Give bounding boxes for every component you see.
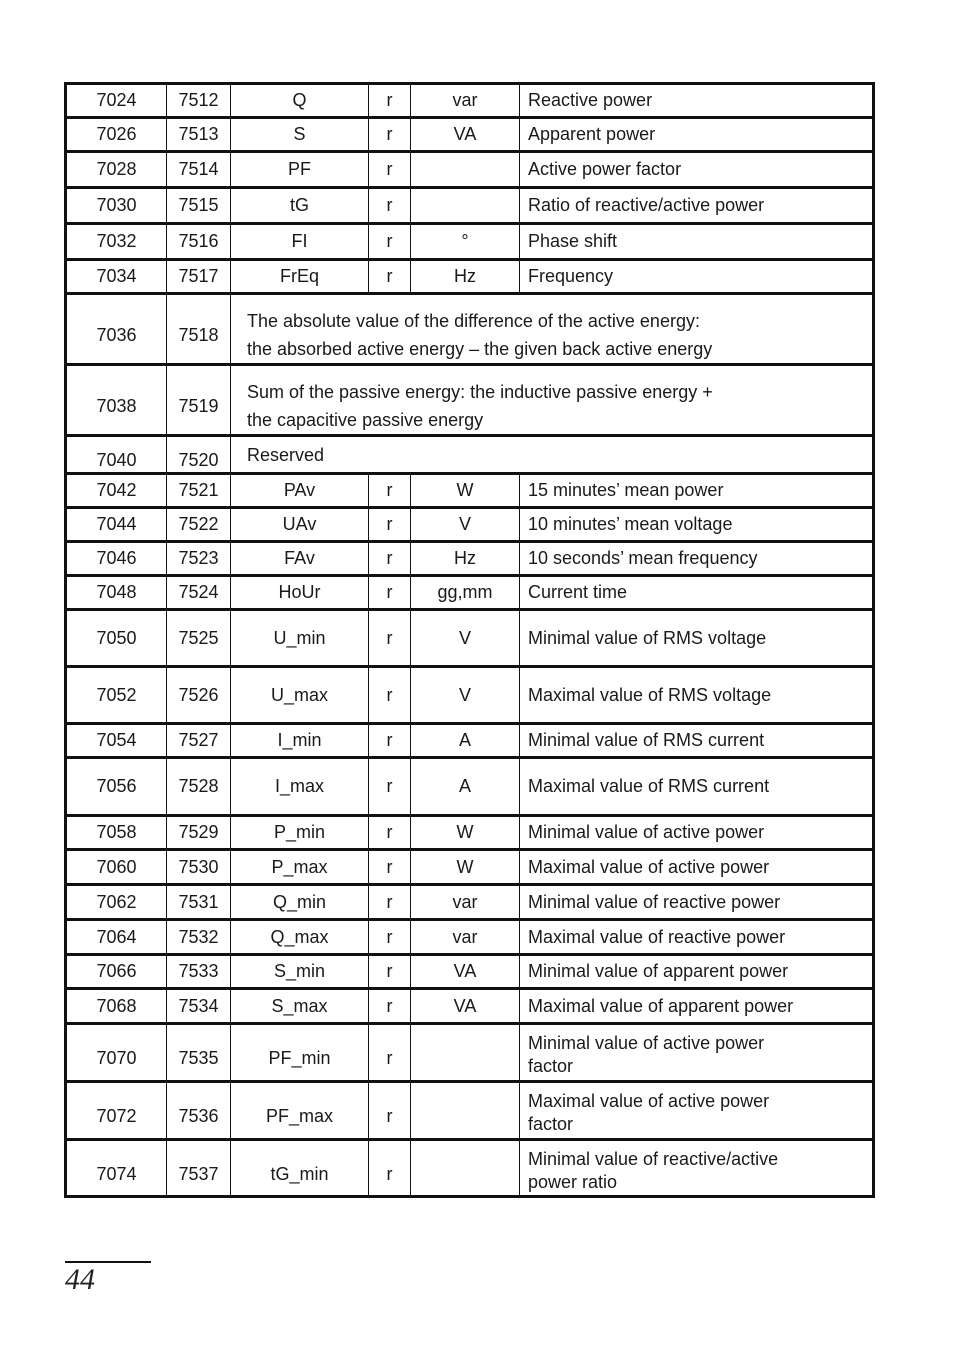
access-cell: r bbox=[369, 576, 411, 610]
address-decimal-cell: 7056 bbox=[66, 758, 167, 816]
address-decimal-cell: 7044 bbox=[66, 508, 167, 542]
access-cell: r bbox=[369, 260, 411, 294]
address-decimal-cell: 7050 bbox=[66, 610, 167, 667]
table-row bbox=[66, 576, 874, 610]
address-alt-cell: 7529 bbox=[167, 816, 231, 850]
merged-description-cell bbox=[231, 294, 874, 365]
address-alt-cell: 7532 bbox=[167, 920, 231, 955]
symbol-cell: I_max bbox=[231, 758, 369, 816]
symbol-cell: Q bbox=[231, 84, 369, 118]
symbol-cell: PAv bbox=[231, 474, 369, 508]
symbol-cell: P_min bbox=[231, 816, 369, 850]
access-cell: r bbox=[369, 610, 411, 667]
address-decimal-cell: 7068 bbox=[66, 989, 167, 1024]
description-cell: Reactive power bbox=[520, 84, 874, 118]
address-alt-cell: 7534 bbox=[167, 989, 231, 1024]
table-row bbox=[66, 610, 874, 667]
description-cell: Current time bbox=[520, 576, 874, 610]
access-cell: r bbox=[369, 224, 411, 260]
description-cell bbox=[520, 1024, 874, 1082]
unit-cell: Hz bbox=[411, 542, 520, 576]
access-cell: r bbox=[369, 989, 411, 1024]
unit-cell: A bbox=[411, 724, 520, 758]
description-cell: Minimal value of RMS current bbox=[520, 724, 874, 758]
unit-cell bbox=[411, 152, 520, 188]
description-cell: 10 seconds’ mean frequency bbox=[520, 542, 874, 576]
address-decimal-cell: 7032 bbox=[66, 224, 167, 260]
table-row bbox=[66, 84, 874, 118]
address-decimal-cell: 7054 bbox=[66, 724, 167, 758]
description-cell: Minimal value of RMS voltage bbox=[520, 610, 874, 667]
address-alt-cell: 7531 bbox=[167, 885, 231, 920]
access-cell: r bbox=[369, 1140, 411, 1197]
table-row bbox=[66, 1082, 874, 1140]
description-line: factor bbox=[528, 1056, 574, 1076]
unit-cell: W bbox=[411, 816, 520, 850]
description-cell: Active power factor bbox=[520, 152, 874, 188]
unit-cell bbox=[411, 1082, 520, 1140]
address-alt-cell: 7524 bbox=[167, 576, 231, 610]
address-decimal-cell: 7070 bbox=[66, 1024, 167, 1082]
symbol-cell: U_min bbox=[231, 610, 369, 667]
table-row bbox=[66, 188, 874, 224]
description-cell: Phase shift bbox=[520, 224, 874, 260]
symbol-cell: FI bbox=[231, 224, 369, 260]
address-alt-cell: 7518 bbox=[167, 294, 231, 365]
address-alt-cell: 7522 bbox=[167, 508, 231, 542]
table-row bbox=[66, 260, 874, 294]
access-cell: r bbox=[369, 1024, 411, 1082]
symbol-cell: FrEq bbox=[231, 260, 369, 294]
description-line: Maximal value of active power bbox=[528, 1091, 770, 1111]
address-alt-cell: 7516 bbox=[167, 224, 231, 260]
unit-cell bbox=[411, 1140, 520, 1197]
symbol-cell: FAv bbox=[231, 542, 369, 576]
page-number: 44 bbox=[65, 1263, 95, 1296]
table-row bbox=[66, 118, 874, 152]
access-cell: r bbox=[369, 920, 411, 955]
table-row bbox=[66, 758, 874, 816]
unit-cell: W bbox=[411, 850, 520, 885]
description-line: Sum of the passive energy: the inductive passive energy + bbox=[247, 382, 713, 402]
address-decimal-cell: 7058 bbox=[66, 816, 167, 850]
unit-cell bbox=[411, 1024, 520, 1082]
symbol-cell: Q_max bbox=[231, 920, 369, 955]
table-row bbox=[66, 1024, 874, 1082]
unit-cell: V bbox=[411, 667, 520, 724]
description-cell: 10 minutes’ mean voltage bbox=[520, 508, 874, 542]
description-line: Minimal value of reactive/active bbox=[528, 1148, 779, 1169]
unit-cell: V bbox=[411, 508, 520, 542]
access-cell: r bbox=[369, 152, 411, 188]
table-row bbox=[66, 365, 874, 436]
unit-cell bbox=[411, 188, 520, 224]
unit-cell: gg,mm bbox=[411, 576, 520, 610]
address-decimal-cell: 7072 bbox=[66, 1082, 167, 1140]
access-cell: r bbox=[369, 508, 411, 542]
address-decimal-cell: 7064 bbox=[66, 920, 167, 955]
address-decimal-cell: 7034 bbox=[66, 260, 167, 294]
symbol-cell: U_max bbox=[231, 667, 369, 724]
symbol-cell: UAv bbox=[231, 508, 369, 542]
table-row bbox=[66, 542, 874, 576]
access-cell: r bbox=[369, 850, 411, 885]
description-cell: Maximal value of active power bbox=[520, 850, 874, 885]
address-alt-cell: 7536 bbox=[167, 1082, 231, 1140]
address-alt-cell: 7514 bbox=[167, 152, 231, 188]
unit-cell: A bbox=[411, 758, 520, 816]
description-cell bbox=[520, 1082, 874, 1140]
unit-cell: V bbox=[411, 610, 520, 667]
address-alt-cell: 7519 bbox=[167, 365, 231, 436]
address-alt-cell: 7525 bbox=[167, 610, 231, 667]
address-alt-cell: 7527 bbox=[167, 724, 231, 758]
table-row bbox=[66, 436, 874, 474]
address-alt-cell: 7523 bbox=[167, 542, 231, 576]
access-cell: r bbox=[369, 84, 411, 118]
symbol-cell: Q_min bbox=[231, 885, 369, 920]
address-decimal-cell: 7030 bbox=[66, 188, 167, 224]
table-row bbox=[66, 724, 874, 758]
merged-description-cell bbox=[231, 365, 874, 436]
address-decimal-cell: 7040 bbox=[66, 436, 167, 474]
address-decimal-cell: 7028 bbox=[66, 152, 167, 188]
address-alt-cell: 7528 bbox=[167, 758, 231, 816]
description-cell: Frequency bbox=[520, 260, 874, 294]
address-alt-cell: 7526 bbox=[167, 667, 231, 724]
unit-cell: var bbox=[411, 84, 520, 118]
address-alt-cell: 7537 bbox=[167, 1140, 231, 1197]
register-table bbox=[64, 82, 875, 1198]
address-decimal-cell: 7036 bbox=[66, 294, 167, 365]
register-table-body bbox=[66, 84, 874, 1197]
access-cell: r bbox=[369, 542, 411, 576]
address-decimal-cell: 7026 bbox=[66, 118, 167, 152]
table-row bbox=[66, 920, 874, 955]
access-cell: r bbox=[369, 1082, 411, 1140]
description-line: Minimal value of active power bbox=[528, 1033, 765, 1053]
address-alt-cell: 7530 bbox=[167, 850, 231, 885]
address-decimal-cell: 7024 bbox=[66, 84, 167, 118]
description-cell: Apparent power bbox=[520, 118, 874, 152]
table-row bbox=[66, 1140, 874, 1197]
table-row bbox=[66, 989, 874, 1024]
address-decimal-cell: 7066 bbox=[66, 955, 167, 989]
unit-cell: VA bbox=[411, 118, 520, 152]
access-cell: r bbox=[369, 667, 411, 724]
symbol-cell: tG bbox=[231, 188, 369, 224]
description-cell: Maximal value of RMS current bbox=[520, 758, 874, 816]
address-decimal-cell: 7038 bbox=[66, 365, 167, 436]
access-cell: r bbox=[369, 816, 411, 850]
access-cell: r bbox=[369, 188, 411, 224]
table-row bbox=[66, 885, 874, 920]
symbol-cell: PF bbox=[231, 152, 369, 188]
address-alt-cell: 7520 bbox=[167, 436, 231, 474]
table-row bbox=[66, 955, 874, 989]
unit-cell: Hz bbox=[411, 260, 520, 294]
description-cell: Maximal value of RMS voltage bbox=[520, 667, 874, 724]
address-decimal-cell: 7060 bbox=[66, 850, 167, 885]
address-decimal-cell: 7052 bbox=[66, 667, 167, 724]
description-cell: Maximal value of apparent power bbox=[520, 989, 874, 1024]
unit-cell: var bbox=[411, 920, 520, 955]
description-cell bbox=[520, 1140, 874, 1197]
table-row bbox=[66, 850, 874, 885]
table-row bbox=[66, 152, 874, 188]
description-line: factor bbox=[528, 1114, 574, 1134]
description-cell: 15 minutes’ mean power bbox=[520, 474, 874, 508]
table-row bbox=[66, 508, 874, 542]
address-alt-cell: 7512 bbox=[167, 84, 231, 118]
unit-cell: ° bbox=[411, 224, 520, 260]
access-cell: r bbox=[369, 474, 411, 508]
unit-cell: W bbox=[411, 474, 520, 508]
description-cell: Ratio of reactive/active power bbox=[520, 188, 874, 224]
address-alt-cell: 7515 bbox=[167, 188, 231, 224]
symbol-cell: PF_min bbox=[231, 1024, 369, 1082]
access-cell: r bbox=[369, 118, 411, 152]
access-cell: r bbox=[369, 955, 411, 989]
address-decimal-cell: 7042 bbox=[66, 474, 167, 508]
address-alt-cell: 7533 bbox=[167, 955, 231, 989]
address-alt-cell: 7517 bbox=[167, 260, 231, 294]
address-decimal-cell: 7048 bbox=[66, 576, 167, 610]
symbol-cell: S_max bbox=[231, 989, 369, 1024]
symbol-cell: tG_min bbox=[231, 1140, 369, 1197]
symbol-cell: S bbox=[231, 118, 369, 152]
symbol-cell: PF_max bbox=[231, 1082, 369, 1140]
symbol-cell: S_min bbox=[231, 955, 369, 989]
access-cell: r bbox=[369, 885, 411, 920]
description-line: the absorbed active energy – the given back active energy bbox=[247, 339, 713, 359]
table-row bbox=[66, 816, 874, 850]
table-row bbox=[66, 294, 874, 365]
description-cell: Minimal value of apparent power bbox=[520, 955, 874, 989]
table-row bbox=[66, 224, 874, 260]
description-cell: Maximal value of reactive power bbox=[520, 920, 874, 955]
description-line: Reserved bbox=[247, 444, 325, 465]
description-cell: Minimal value of active power bbox=[520, 816, 874, 850]
address-decimal-cell: 7046 bbox=[66, 542, 167, 576]
address-alt-cell: 7513 bbox=[167, 118, 231, 152]
address-decimal-cell: 7074 bbox=[66, 1140, 167, 1197]
description-cell: Minimal value of reactive power bbox=[520, 885, 874, 920]
description-line: The absolute value of the difference of the active energy: bbox=[247, 311, 700, 331]
unit-cell: VA bbox=[411, 989, 520, 1024]
symbol-cell: HoUr bbox=[231, 576, 369, 610]
description-line: the capacitive passive energy bbox=[247, 410, 484, 430]
unit-cell: VA bbox=[411, 955, 520, 989]
symbol-cell: P_max bbox=[231, 850, 369, 885]
address-alt-cell: 7521 bbox=[167, 474, 231, 508]
access-cell: r bbox=[369, 758, 411, 816]
table-row bbox=[66, 474, 874, 508]
address-decimal-cell: 7062 bbox=[66, 885, 167, 920]
table-row bbox=[66, 667, 874, 724]
merged-description-cell bbox=[231, 436, 874, 474]
description-line: power ratio bbox=[528, 1171, 618, 1192]
symbol-cell: I_min bbox=[231, 724, 369, 758]
access-cell: r bbox=[369, 724, 411, 758]
address-alt-cell: 7535 bbox=[167, 1024, 231, 1082]
unit-cell: var bbox=[411, 885, 520, 920]
